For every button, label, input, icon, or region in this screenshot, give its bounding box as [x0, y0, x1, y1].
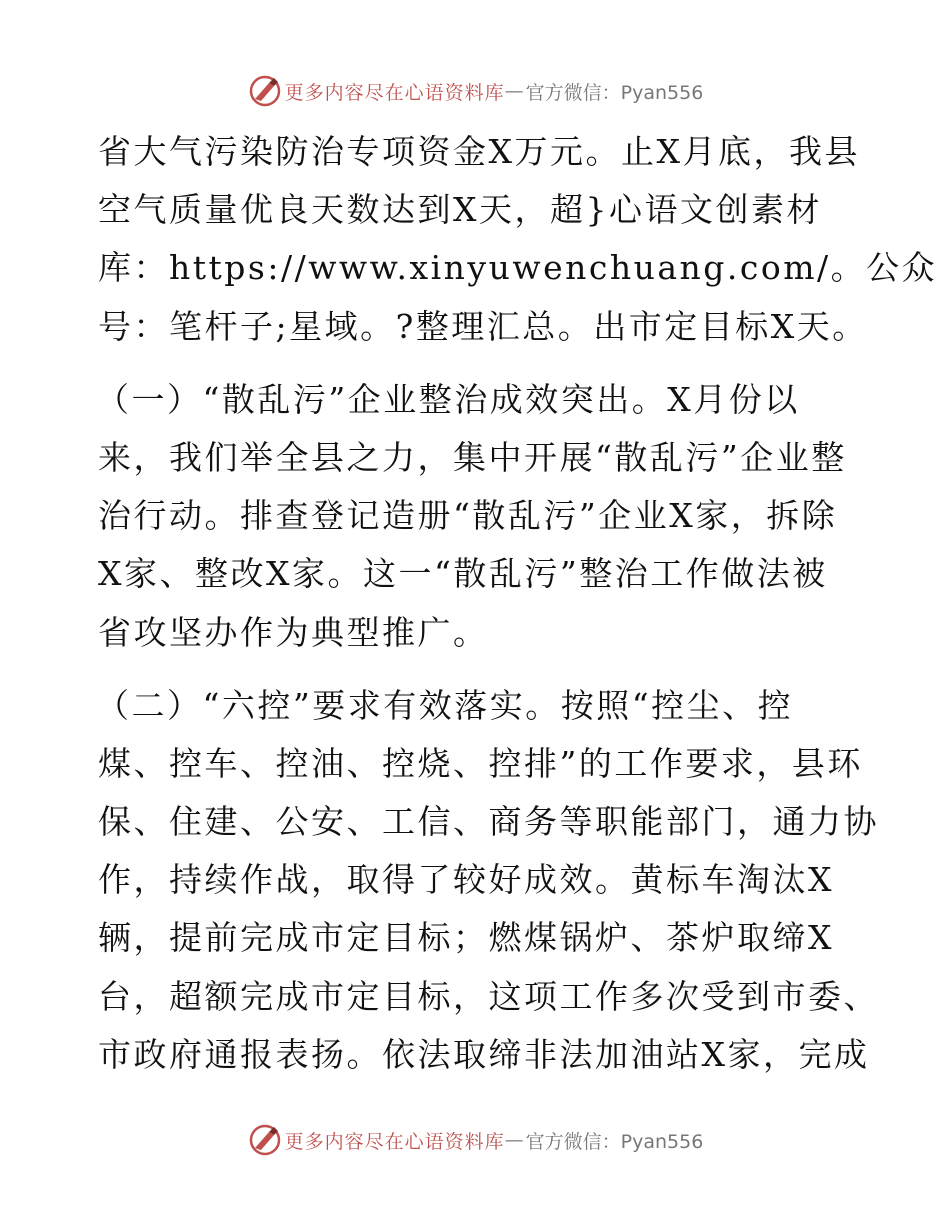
text-line: 辆，提前完成市定目标；燃煤锅炉、茶炉取缔X — [98, 918, 834, 958]
text-line: 保、住建、公安、工信、商务等职能部门，通力协 — [98, 802, 879, 842]
document-body — [96, 123, 938, 1084]
watermark-header — [0, 71, 950, 111]
text-line: 省攻坚办作为典型推广。 — [98, 612, 489, 652]
text-line: 台，超额完成市定目标，这项工作多次受到市委、 — [98, 976, 879, 1016]
text-line: 治行动。排查登记造册“散乱污”企业X家，拆除 — [98, 496, 838, 536]
text-line: 作，持续作战，取得了较好成效。黄标车淘汰X — [98, 860, 834, 900]
text-line: 来，我们举全县之力，集中开展“散乱污”企业整 — [98, 437, 847, 477]
watermark-wechat: 官方微信：Pyan556 — [525, 1130, 704, 1153]
watermark-text: 更多内容尽在心语资料库 — [284, 1130, 505, 1153]
text-line: 库：https://www.xinyuwenchuang.com/。公众 — [98, 248, 938, 288]
text-line: 煤、控车、控油、控烧、控排”的工作要求，县环 — [98, 743, 863, 783]
text-line: （二）“六控”要求有效落实。按照“控尘、控 — [96, 685, 794, 725]
text-line: （一）“散乱污”企业整治成效突出。X月份以 — [96, 379, 800, 419]
watermark-separator: — — [504, 80, 524, 102]
paragraph-2 — [98, 371, 858, 662]
watermark-separator: — — [504, 1129, 524, 1151]
watermark-footer — [0, 1120, 950, 1160]
watermark-text: 更多内容尽在心语资料库 — [284, 81, 505, 104]
pen-logo-icon — [247, 1122, 283, 1158]
watermark-wechat: 官方微信：Pyan556 — [525, 81, 704, 104]
text-line: 空气质量优良天数达到X天，超}心语文创素材 — [98, 190, 822, 230]
paragraph-1 — [98, 123, 938, 356]
text-line: 号：笔杆子;星域。?整理汇总。出市定目标X天。 — [98, 306, 868, 346]
paragraph-3 — [96, 677, 879, 1084]
text-line: 省大气污染防治专项资金X万元。止X月底，我县 — [98, 132, 860, 171]
text-line: 市政府通报表扬。依法取缔非法加油站X家，完成 — [98, 1034, 870, 1074]
pen-logo-icon — [247, 73, 283, 109]
text-line: X家、整改X家。这一“散乱污”整治工作做法被 — [98, 554, 828, 594]
